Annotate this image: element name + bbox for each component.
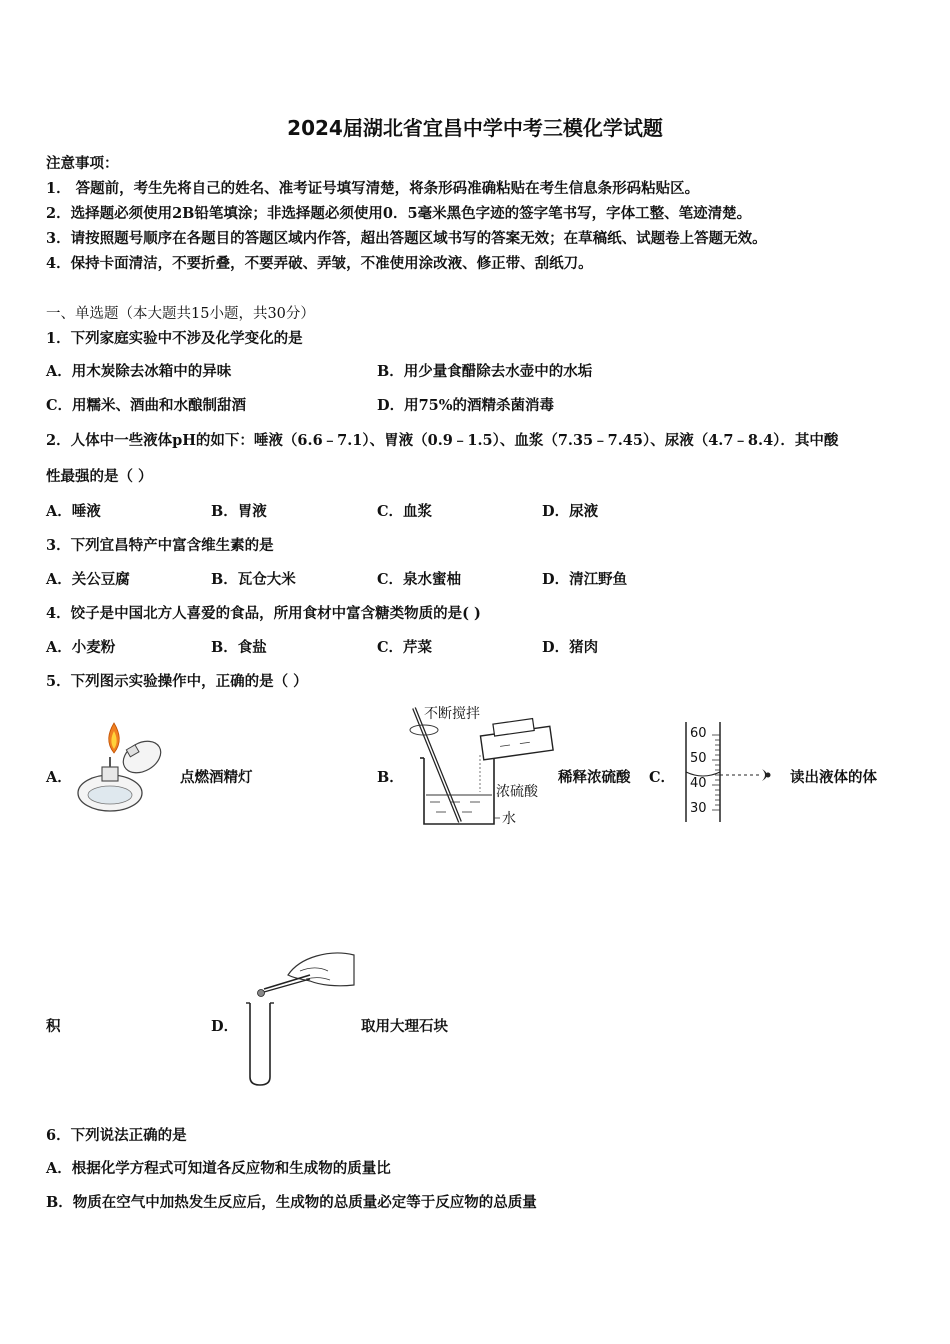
tick-label: 40 xyxy=(690,776,707,791)
question-stem: 2．人体中一些液体pH的如下：唾液（6.6﹣7.1）、胃液（0.9﹣1.5）、血浆（7.35﹣7.45）、尿液（4.7﹣8.4）．其中酸 xyxy=(46,432,839,449)
alcohol-lamp-figure xyxy=(70,715,175,823)
option-a-text: 点燃酒精灯 xyxy=(180,769,253,786)
option-d-text: 取用大理石块 xyxy=(361,1018,448,1035)
notice-heading: 注意事项： xyxy=(46,155,119,172)
option-a-letter: A． xyxy=(46,769,72,786)
page-title: 2024届湖北省宜昌中学中考三模化学试题 xyxy=(287,116,663,140)
tick-label: 60 xyxy=(690,726,707,741)
option-a: A．关公豆腐 xyxy=(46,571,130,588)
option-c-text: 读出液体的体 xyxy=(790,769,877,786)
option-a: A．唾液 xyxy=(46,503,101,520)
option-d: D．清江野鱼 xyxy=(542,571,628,588)
section-heading: 一、单选题（本大题共15小题，共30分） xyxy=(46,306,315,322)
label-water: 水 xyxy=(502,811,516,827)
option-b: B．用少量食醋除去水壶中的水垢 xyxy=(377,363,593,380)
question-stem: 5．下列图示实验操作中，正确的是（ ） xyxy=(46,673,308,690)
notice-item: 2．选择题必须使用2B铅笔填涂；非选择题必须使用0．5毫米黑色字迹的签字笔书写，字体工整、笔迹清楚。 xyxy=(46,205,752,222)
option-c-text-continued: 积 xyxy=(46,1018,61,1035)
notice-item: 4．保持卡面清洁，不要折叠，不要弄破、弄皱，不准使用涂改液、修正带、刮纸刀。 xyxy=(46,255,593,272)
question-stem-continued: 性最强的是（ ） xyxy=(46,468,153,485)
option-a: A．小麦粉 xyxy=(46,639,116,656)
option-a: A．根据化学方程式可知道各反应物和生成物的质量比 xyxy=(46,1160,391,1177)
option-b-text: 稀释浓硫酸 xyxy=(558,769,631,786)
option-c: C．血浆 xyxy=(377,503,433,520)
option-d: D．猪肉 xyxy=(542,639,599,656)
option-d-letter: D． xyxy=(211,1018,239,1035)
label-conc-acid: 浓硫酸 xyxy=(496,784,538,800)
marble-tongs-figure xyxy=(240,945,360,1090)
option-d: D．尿液 xyxy=(542,503,599,520)
option-b: B．物质在空气中加热发生反应后，生成物的总质量必定等于反应物的总质量 xyxy=(46,1194,537,1211)
question-stem: 6．下列说法正确的是 xyxy=(46,1127,187,1144)
option-d: D．用75%的酒精杀菌消毒 xyxy=(377,397,555,414)
option-b: B．食盐 xyxy=(211,639,267,656)
option-b-letter: B． xyxy=(377,769,404,786)
option-c: C．泉水蜜柚 xyxy=(377,571,462,588)
option-c: C．用糯米、酒曲和水酿制甜酒 xyxy=(46,397,247,414)
option-c: C．芹菜 xyxy=(377,639,433,656)
label-stir: 不断搅拌 xyxy=(424,706,480,722)
question-stem: 4．饺子是中国北方人喜爱的食品，所用食材中富含糖类物质的是( ) xyxy=(46,605,481,622)
option-c-letter: C． xyxy=(649,769,676,786)
option-b: B．瓦仓大米 xyxy=(211,571,296,588)
notice-item: 3．请按照题号顺序在各题目的答题区域内作答，超出答题区域书写的答案无效；在草稿纸、试题卷上答题无效。 xyxy=(46,230,767,247)
option-a: A．用木炭除去冰箱中的异味 xyxy=(46,363,232,380)
question-stem: 1．下列家庭实验中不涉及化学变化的是 xyxy=(46,330,303,347)
tick-label: 30 xyxy=(690,801,707,816)
option-b: B．胃液 xyxy=(211,503,267,520)
tick-label: 50 xyxy=(690,751,707,766)
question-stem: 3．下列宜昌特产中富含维生素的是 xyxy=(46,537,274,554)
notice-item: 1． 答题前，考生先将自己的姓名、准考证号填写清楚，将条形码准确粘贴在考生信息条形码粘贴区。 xyxy=(46,180,700,197)
